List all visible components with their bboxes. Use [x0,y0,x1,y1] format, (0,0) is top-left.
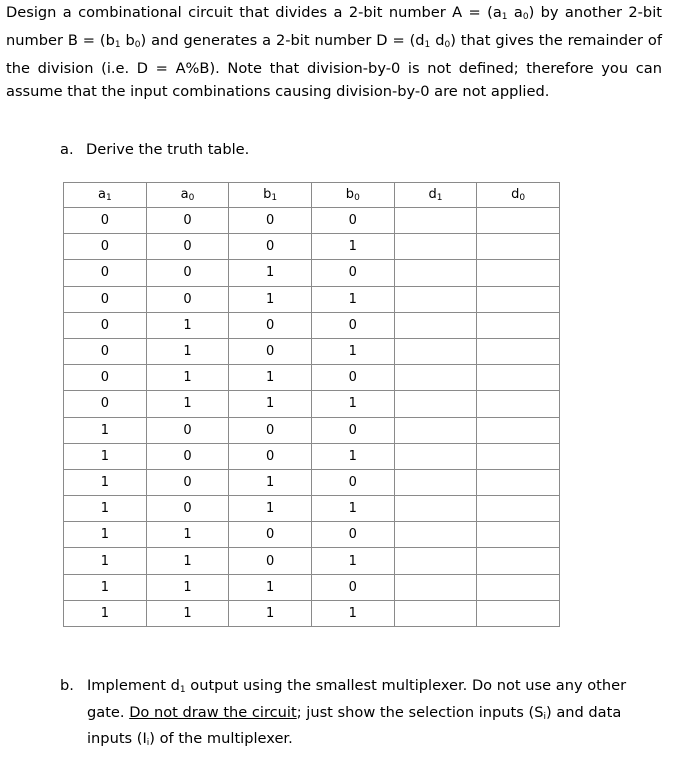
table-cell: 0 [229,417,312,443]
table-cell [394,469,477,495]
table-cell: 1 [146,600,229,626]
table-cell: 0 [229,312,312,338]
table-cell [394,574,477,600]
table-cell: 1 [229,365,312,391]
part-a-text: Derive the truth table. [86,141,250,158]
table-cell [477,365,560,391]
table-cell: 0 [64,286,147,312]
problem-statement: Design a combinational circuit that divides a 2-bit number $A = (a_1$ $a_0$) by another 2-bit number $B = (b_1$ $b_0$) and generates a 2-bit number $D = (d_1$ $d_0$) that gives the remainder of the division (i.e. D = A%B). Note that division-by-0 is not defined; therefore you can assume that the input combinations causing division-by-0 are not applied. [6,4,662,100]
table-cell: 1 [229,286,312,312]
table-cell: 1 [311,391,394,417]
table-cell [477,522,560,548]
table-cell: 1 [311,496,394,522]
table-cell: 1 [229,260,312,286]
table-row [64,417,560,443]
table-cell [477,417,560,443]
table-cell: 1 [64,574,147,600]
table-row [64,286,560,312]
table-cell: 1 [146,365,229,391]
table-row [64,496,560,522]
table-row [64,365,560,391]
table-cell: 0 [229,234,312,260]
table-cell [477,443,560,469]
table-cell [394,208,477,234]
table-cell: 1 [146,548,229,574]
table-cell: 1 [64,417,147,443]
table-cell: 0 [229,208,312,234]
table-cell: 0 [311,417,394,443]
part-a-question [60,141,249,158]
table-cell: 1 [64,522,147,548]
table-cell: 0 [311,208,394,234]
table-cell: 1 [311,600,394,626]
table-row [64,574,560,600]
part-b-question [60,675,662,755]
table-cell: 1 [64,600,147,626]
table-cell [477,260,560,286]
truth-table-header-row [64,183,560,208]
table-cell [394,417,477,443]
table-row [64,469,560,495]
table-row [64,391,560,417]
table-cell: 0 [64,391,147,417]
table-cell [394,338,477,364]
table-row [64,522,560,548]
table-cell [394,496,477,522]
table-cell [394,234,477,260]
table-cell: 0 [146,469,229,495]
table-cell: 1 [229,469,312,495]
table-cell [477,574,560,600]
column-header-b0: $b_0$ [311,183,394,208]
table-cell [394,391,477,417]
table-cell [477,312,560,338]
table-cell: 0 [229,443,312,469]
table-row [64,208,560,234]
table-cell: 0 [311,312,394,338]
column-header-a1: $a_1$ [64,183,147,208]
table-cell: 0 [146,234,229,260]
table-row [64,234,560,260]
table-cell: 1 [146,574,229,600]
table-cell [477,496,560,522]
table-cell: 1 [64,443,147,469]
table-row [64,260,560,286]
column-header-a0: $a_0$ [146,183,229,208]
table-cell [394,312,477,338]
table-cell [394,365,477,391]
table-cell: 0 [64,234,147,260]
table-cell: 0 [311,574,394,600]
table-cell: 0 [146,443,229,469]
table-cell: 0 [146,286,229,312]
table-cell: 1 [229,496,312,522]
table-cell [394,600,477,626]
table-cell [394,522,477,548]
table-cell: 0 [311,365,394,391]
truth-table [63,182,560,627]
table-row [64,312,560,338]
table-cell [477,338,560,364]
table-cell: 0 [64,312,147,338]
part-b-text: Implement $d_1$ output using the smallest multiplexer. Do not use any other gate. Do not draw the circuit; just show the selection inputs $(S_i)$ and data inputs $(I_i)$ of the multiplexer. [87,677,627,748]
table-cell: 0 [64,260,147,286]
table-cell [477,548,560,574]
table-cell [394,548,477,574]
table-cell: 1 [229,391,312,417]
table-cell: 0 [146,260,229,286]
table-cell: 1 [229,574,312,600]
table-cell: 1 [311,338,394,364]
table-cell: 1 [311,234,394,260]
table-cell: 1 [146,338,229,364]
column-header-d0: $d_0$ [477,183,560,208]
table-cell [477,600,560,626]
table-cell [477,469,560,495]
table-cell: 0 [146,496,229,522]
table-cell: 1 [229,600,312,626]
part-b-label: b. [60,677,74,694]
table-cell [477,391,560,417]
table-cell: 1 [64,469,147,495]
table-cell: 0 [311,522,394,548]
table-cell: 1 [146,312,229,338]
table-cell: 0 [311,260,394,286]
table-cell: 1 [146,391,229,417]
table-cell: 1 [64,548,147,574]
table-cell: 1 [311,286,394,312]
table-cell: 0 [64,338,147,364]
table-cell: 1 [311,548,394,574]
table-cell: 1 [64,496,147,522]
table-row [64,600,560,626]
table-cell: 0 [64,208,147,234]
table-cell: 0 [229,338,312,364]
table-cell: 0 [229,522,312,548]
table-row [64,338,560,364]
table-cell: 0 [146,208,229,234]
table-cell [477,286,560,312]
table-row [64,443,560,469]
table-row [64,548,560,574]
table-cell [394,286,477,312]
column-header-b1: $b_1$ [229,183,312,208]
table-cell [394,443,477,469]
table-cell [394,260,477,286]
table-cell: 0 [64,365,147,391]
table-cell [477,234,560,260]
table-cell: 0 [311,469,394,495]
table-cell: 1 [146,522,229,548]
underlined-instruction: Do not draw the circuit [129,703,297,721]
table-cell: 1 [311,443,394,469]
column-header-d1: $d_1$ [394,183,477,208]
table-cell: 0 [146,417,229,443]
table-cell [477,208,560,234]
table-cell: 0 [229,548,312,574]
part-a-label: a. [60,141,74,158]
